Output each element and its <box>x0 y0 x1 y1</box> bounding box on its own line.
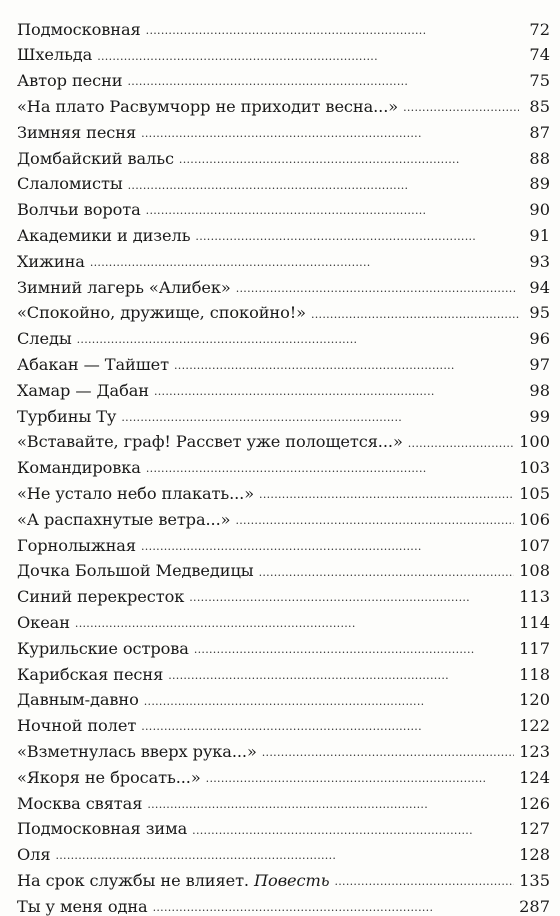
dot-leader <box>146 202 519 216</box>
entry-page-number: 114 <box>519 612 550 632</box>
toc-entry <box>17 347 550 373</box>
entry-page-number: 123 <box>519 741 550 761</box>
toc-entry <box>17 141 550 167</box>
toc-entry <box>17 812 550 838</box>
entry-title: Подмосковная зима <box>17 819 188 839</box>
entry-page-number: 88 <box>529 148 550 168</box>
entry-title: Москва святая <box>17 793 143 813</box>
dot-leader <box>235 512 514 526</box>
entry-title: «Спокойно, дружище, спокойно!» <box>17 303 306 323</box>
entry-title: Хамар — Дабан <box>17 380 149 400</box>
toc-entry <box>17 863 550 889</box>
entry-title: Оля <box>17 845 51 865</box>
dot-leader <box>334 873 514 887</box>
toc-entry <box>17 838 550 864</box>
dot-leader <box>55 847 514 861</box>
dot-leader <box>154 383 519 397</box>
entry-title: Горнолыжная <box>17 535 136 555</box>
entry-page-number: 85 <box>529 96 550 116</box>
dot-leader <box>144 693 514 707</box>
toc-entry <box>17 580 550 606</box>
toc-entry <box>17 631 550 657</box>
entry-page-number: 99 <box>529 406 550 426</box>
toc-entry <box>17 64 550 90</box>
toc-entry <box>17 296 550 322</box>
toc-entry <box>17 734 550 760</box>
entry-page-number: 100 <box>519 432 550 452</box>
entry-page-number: 124 <box>519 767 550 787</box>
entry-title: Ночной полет <box>17 716 137 736</box>
entry-title: Курильские острова <box>17 638 189 658</box>
entry-title: Хижина <box>17 251 85 271</box>
toc-entry <box>17 373 550 399</box>
entry-title: Зимний лагерь «Алибек» <box>17 277 231 297</box>
toc-entry <box>17 167 550 193</box>
dot-leader <box>206 770 514 784</box>
entry-title: Давным-давно <box>17 690 139 710</box>
entry-page-number: 108 <box>519 561 550 581</box>
dot-leader <box>141 718 514 732</box>
entry-page-number: 98 <box>529 380 550 400</box>
toc-entry <box>17 38 550 64</box>
entry-title: Дочка Большой Медведицы <box>17 561 254 581</box>
dot-leader <box>141 538 514 552</box>
entry-page-number: 118 <box>519 664 550 684</box>
toc-entry <box>17 451 550 477</box>
dot-leader <box>236 280 519 294</box>
entry-title: Абакан — Тайшет <box>17 354 170 374</box>
dot-leader <box>168 667 514 681</box>
entry-page-number: 93 <box>529 251 550 271</box>
dot-leader <box>146 22 519 36</box>
dot-leader <box>147 796 514 810</box>
entry-title: Автор песни <box>17 71 123 91</box>
toc-entry <box>17 115 550 141</box>
entry-page-number: 90 <box>529 200 550 220</box>
dot-leader <box>262 744 514 758</box>
entry-page-number: 72 <box>529 19 550 39</box>
entry-page-number: 106 <box>519 509 550 529</box>
toc-entry <box>17 709 550 735</box>
entry-page-number: 75 <box>529 71 550 91</box>
toc-entry <box>17 605 550 631</box>
entry-title: «На плато Расвумчорр не приходит весна...» <box>17 96 399 116</box>
toc-entry <box>17 760 550 786</box>
entry-title: Волчьи ворота <box>17 200 141 220</box>
dot-leader <box>75 615 514 629</box>
entry-page-number: 91 <box>529 225 550 245</box>
entry-page-number: 107 <box>519 535 550 555</box>
entry-page-number: 74 <box>529 45 550 65</box>
entry-title: Зимняя песня <box>17 122 137 142</box>
dot-leader <box>97 48 519 62</box>
toc-entry <box>17 889 550 915</box>
toc-entry <box>17 476 550 502</box>
dot-leader <box>311 306 519 320</box>
toc-entry <box>17 322 550 348</box>
toc-entry <box>17 193 550 219</box>
entry-title: Турбины Ту <box>17 406 117 426</box>
toc-entry <box>17 683 550 709</box>
dot-leader <box>121 409 519 423</box>
entry-title <box>17 870 334 890</box>
entry-title-text: На срок службы не влияет. <box>17 870 249 890</box>
toc-entry <box>17 270 550 296</box>
toc-entry <box>17 244 550 270</box>
entry-genre: Повесть <box>254 870 330 890</box>
entry-page-number: 135 <box>519 870 550 890</box>
entry-title: «Взметнулась вверх рука...» <box>17 741 257 761</box>
toc-entry <box>17 425 550 451</box>
entry-title: Подмосковная <box>17 19 141 39</box>
entry-title: Шхельда <box>17 45 93 65</box>
dot-leader <box>408 435 514 449</box>
dot-leader <box>153 899 515 913</box>
entry-page-number: 287 <box>519 896 550 916</box>
entry-title: «Вставайте, граф! Рассвет уже полощется...» <box>17 432 403 452</box>
toc-entry <box>17 786 550 812</box>
dot-leader <box>259 564 515 578</box>
dot-leader <box>146 460 514 474</box>
entry-title: Домбайский вальс <box>17 148 174 168</box>
entry-page-number: 127 <box>519 819 550 839</box>
toc-entry <box>17 399 550 425</box>
entry-page-number: 95 <box>529 303 550 323</box>
entry-page-number: 97 <box>529 354 550 374</box>
entry-title: Синий перекресток <box>17 587 185 607</box>
entry-title: Слаломисты <box>17 174 123 194</box>
dot-leader <box>195 228 519 242</box>
toc-entry <box>17 89 550 115</box>
toc-entry <box>17 528 550 554</box>
entry-page-number: 120 <box>519 690 550 710</box>
dot-leader <box>259 486 514 500</box>
dot-leader <box>77 331 519 345</box>
toc-entry <box>17 657 550 683</box>
table-of-contents <box>17 12 550 915</box>
entry-page-number: 94 <box>529 277 550 297</box>
toc-entry <box>17 502 550 528</box>
entry-title: Океан <box>17 612 70 632</box>
toc-entry <box>17 218 550 244</box>
entry-title: Карибская песня <box>17 664 164 684</box>
entry-page-number: 122 <box>519 716 550 736</box>
entry-page-number: 103 <box>519 458 550 478</box>
dot-leader <box>174 357 519 371</box>
entry-title: Следы <box>17 329 72 349</box>
entry-title: «Не устало небо плакать...» <box>17 483 255 503</box>
entry-page-number: 87 <box>529 122 550 142</box>
dot-leader <box>192 822 514 836</box>
dot-leader <box>90 254 519 268</box>
entry-title: Академики и дизель <box>17 225 191 245</box>
toc-entry <box>17 12 550 38</box>
dot-leader <box>194 641 514 655</box>
entry-page-number: 96 <box>529 329 550 349</box>
entry-title: Ты у меня одна <box>17 896 148 916</box>
dot-leader <box>403 99 519 113</box>
entry-page-number: 113 <box>519 587 550 607</box>
dot-leader <box>189 589 514 603</box>
entry-page-number: 117 <box>519 638 550 658</box>
entry-page-number: 126 <box>519 793 550 813</box>
entry-page-number: 89 <box>529 174 550 194</box>
dot-leader <box>141 125 519 139</box>
dot-leader <box>128 177 519 191</box>
entry-title: «Якоря не бросать...» <box>17 767 201 787</box>
toc-entry <box>17 554 550 580</box>
entry-title: Командировка <box>17 458 141 478</box>
dot-leader <box>179 151 519 165</box>
entry-page-number: 105 <box>519 483 550 503</box>
entry-page-number: 128 <box>519 845 550 865</box>
dot-leader <box>128 73 520 87</box>
entry-title: «А распахнутые ветра...» <box>17 509 231 529</box>
